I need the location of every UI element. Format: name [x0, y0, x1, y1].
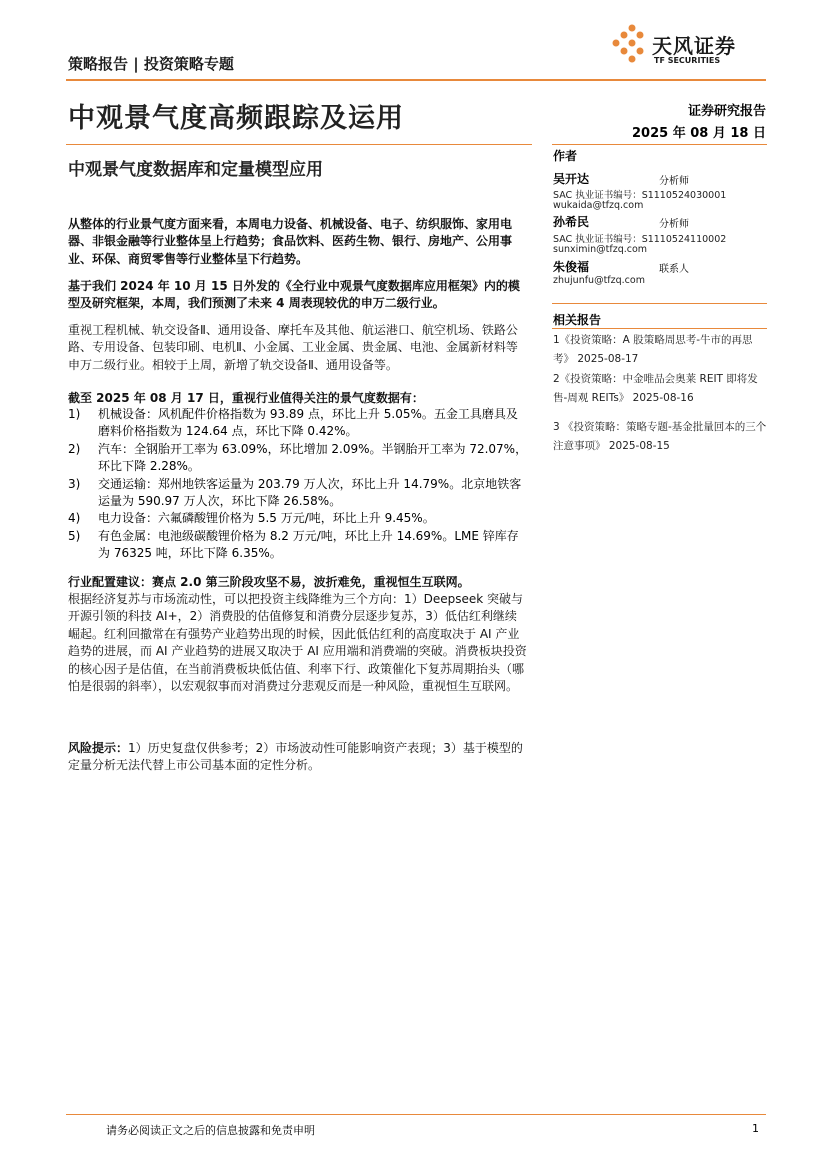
- list-number: 5): [68, 528, 81, 543]
- author-email[interactable]: wukaida@tfzq.com: [553, 200, 644, 211]
- authors-heading: 作者: [553, 149, 578, 163]
- author-name: 吴开达: [553, 172, 590, 186]
- author-role: 分析师: [659, 176, 689, 187]
- list-text: 汽车：全钢胎开工率为 63.09%，环比增加 2.09%。半钢胎开工率为 72.07%，环比下降 2.28%。: [98, 441, 528, 474]
- related-heading: 相关报告: [553, 313, 602, 327]
- header-divider: [66, 79, 766, 81]
- related-report-link[interactable]: 1《投资策略：A 股策略周思考-牛市的再思考》 2025-08-17: [553, 334, 753, 365]
- list-text: 交通运输：郑州地铁客运量为 203.79 万人次，环比上升 14.79%。北京地铁客运量为 590.97 万人次，环比下降 26.58%。: [98, 476, 522, 509]
- summary-paragraph: 从整体的行业景气度方面来看，本周电力设备、机械设备、电子、纺织服饰、家用电器、非银金融等行业整体呈上行趋势；食品饮料、医药生物、银行、房地产、公用事业、环保、商贸零售等行业整体呈下行趋势。: [68, 217, 513, 266]
- author-name: 朱俊福: [553, 260, 590, 274]
- list-item: [68, 528, 528, 563]
- author-email[interactable]: sunximin@tfzq.com: [553, 244, 648, 255]
- logo-text-en: TF SECURITIES: [654, 56, 721, 65]
- allocation-title: 行业配置建议：赛点 2.0 第三阶段攻坚不易，波折难免，重视恒生互联网。: [68, 575, 470, 589]
- related-report-link[interactable]: 2《投资策略：中金唯品会奥莱 REIT 即将发售-周观 REITs》 2025-08-16: [553, 373, 758, 404]
- risk-text: 1）历史复盘仅供参考；2）市场波动性可能影响资产表现；3）基于模型的定量分析无法代替上市公司基本面的定性分析。: [68, 741, 523, 773]
- author-role: 分析师: [659, 219, 689, 230]
- author-role: 联系人: [659, 264, 689, 275]
- author-name: 孙希民: [553, 215, 590, 229]
- list-text: 机械设备：风机配件价格指数为 93.89 点，环比上升 5.05%。五金工具磨具及磨料价格指数为 124.64 点，环比下降 0.42%。: [98, 407, 518, 439]
- footer-disclaimer: 请务必阅读正文之后的信息披露和免责申明: [106, 1124, 315, 1137]
- report-category: 策略报告 | 投资策略专题: [68, 55, 234, 73]
- related-report-link[interactable]: 3 《投资策略：策略专题-基金批量回本的三个注意事项》 2025-08-15: [553, 421, 767, 452]
- list-number: 2): [68, 441, 81, 456]
- list-item: [68, 406, 528, 441]
- logo-text-cn: 天风证券: [652, 34, 736, 58]
- industry-paragraph: 重视工程机械、轨交设备Ⅱ、通用设备、摩托车及其他、航运港口、航空机场、铁路公路、专用设备、包装印刷、电机Ⅱ、小金属、工业金属、贵金属、电池、金属新材料等申万二级行业。相较于上周，新增了轨交设备Ⅱ、通用设备等。: [68, 323, 518, 372]
- related-top-divider: [552, 303, 767, 304]
- allocation-paragraph: 根据经济复苏与市场流动性，可以把投资主线降维为三个方向：1）Deepseek 突破与开源引领的科技 AI+，2）消费股的估值修复和消费分层逐步复苏，3）低估红利继续崛起。红利回撤常在有强势产业趋势出现的时候，因此低估红利的高度取决于 AI 产业趋势的进展，而 AI 产业趋势的进展又取决于 AI 应用端和消费端的突破。消费板块投资的核心因子是估值，在当前消费板块低估值、利率下行、政策催化下复苏周期抬头（哪怕是很弱的斜率），以宏观叙事而对消费过分悲观反而是一种风险，重视恒生互联网。: [68, 592, 527, 694]
- risk-label: 风险提示：: [68, 741, 129, 755]
- risk-paragraph: [68, 740, 528, 775]
- footer-divider: [66, 1114, 766, 1115]
- model-paragraph: 基于我们 2024 年 10 月 15 日外发的《全行业中观景气度数据库应用框架》内的模型及研究框架，本周，我们预测了未来 4 周表现较优的申万二级行业。: [68, 279, 520, 311]
- page-number: 1: [752, 1122, 759, 1135]
- report-date: 2025 年 08 月 18 日: [632, 126, 766, 141]
- author-email[interactable]: zhujunfu@tfzq.com: [553, 275, 645, 286]
- list-item: [68, 510, 528, 527]
- page-subtitle: 中观景气度数据库和定量模型应用: [68, 160, 323, 180]
- title-divider: [66, 144, 532, 145]
- data-intro: 截至 2025 年 08 月 17 日，重视行业值得关注的景气度数据有：: [68, 391, 424, 405]
- author-cert: SAC 执业证书编号：S1110524030001: [553, 190, 727, 201]
- list-text: 有色金属：电池级碳酸锂价格为 8.2 万元/吨，环比上升 14.69%。LME 锌库存为 76325 吨，环比下降 6.35%。: [98, 528, 519, 561]
- list-text: 电力设备：六氟磷酸锂价格为 5.5 万元/吨，环比上升 9.45%。: [98, 511, 435, 526]
- authors-divider: [552, 144, 767, 145]
- indicator-list: [68, 406, 528, 563]
- page-title: 中观景气度高频跟踪及运用: [68, 103, 404, 134]
- list-number: 1): [68, 407, 81, 421]
- list-number: 4): [68, 511, 81, 526]
- list-number: 3): [68, 476, 81, 491]
- report-type: 证券研究报告: [687, 104, 766, 119]
- list-item: [68, 441, 528, 476]
- list-item: [68, 476, 528, 511]
- related-divider: [552, 328, 767, 329]
- author-cert: SAC 执业证书编号：S1110524110002: [553, 234, 727, 245]
